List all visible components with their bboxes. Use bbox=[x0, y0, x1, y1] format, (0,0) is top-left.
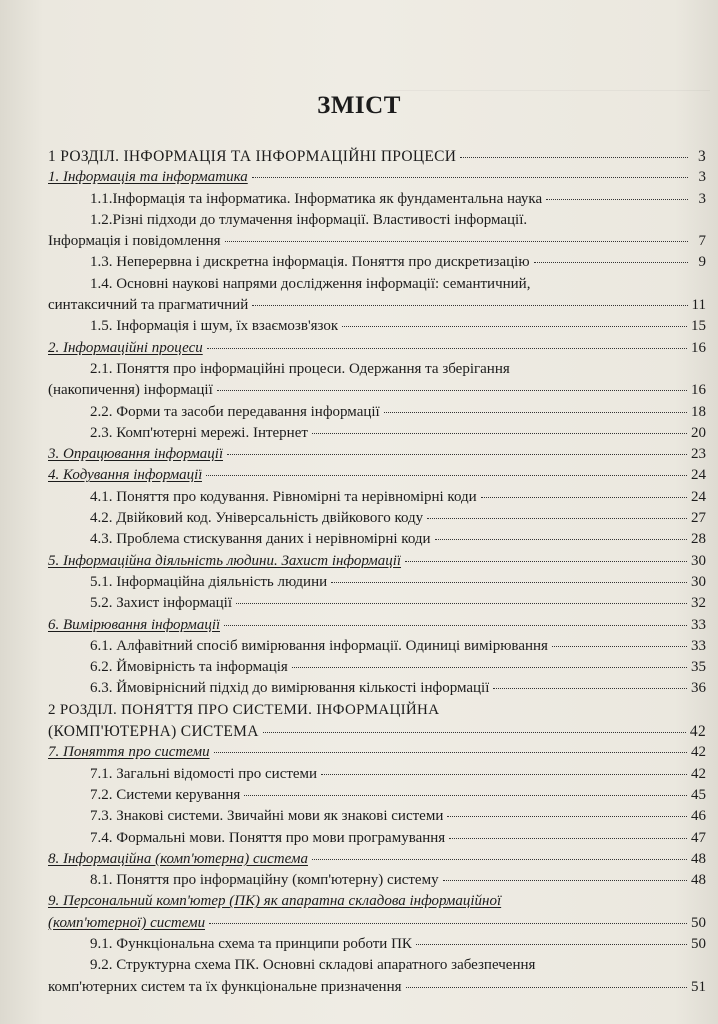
toc-entry bbox=[48, 189, 706, 210]
toc-entry-text: (КОМП'ЮТЕРНА) СИСТЕМА bbox=[48, 723, 259, 741]
toc-entry-text: 6.1. Алфавітний спосіб вимірювання інформації. Одиниці вимірювання bbox=[90, 637, 548, 654]
dot-leader bbox=[427, 518, 687, 519]
toc-entry bbox=[48, 529, 706, 550]
dot-leader bbox=[236, 603, 687, 604]
toc-entry-text: 8. Інформаційна (комп'ютерна) система bbox=[48, 850, 308, 867]
toc-entry bbox=[48, 231, 706, 252]
toc-entry-text: 9. Персональний комп'ютер (ПК) як апаратна складова інформаційної bbox=[48, 893, 502, 910]
dot-leader bbox=[435, 539, 687, 540]
toc-entry-text: 7.4. Формальні мови. Поняття про мови програмування bbox=[90, 829, 446, 846]
toc-entry-text: 4.2. Двійковий код. Універсальність двійкового коду bbox=[90, 510, 424, 527]
dot-leader bbox=[224, 625, 687, 626]
toc-entry-text: 2 РОЗДІЛ. ПОНЯТТЯ ПРО СИСТЕМИ. ІНФОРМАЦІЙНА bbox=[48, 701, 440, 718]
dot-leader bbox=[384, 412, 687, 413]
toc-entry-text: 1.3. Неперервна і дискретна інформація. Поняття про дискретизацію bbox=[90, 254, 530, 271]
toc-entry-text: 1.1.Інформація та інформатика. Інформатика як фундаментальна наука bbox=[90, 190, 543, 207]
toc-entry-text: 1.5. Інформація і шум, їх взаємозв'язок bbox=[90, 318, 339, 335]
toc-entry bbox=[48, 636, 706, 657]
dot-leader bbox=[331, 582, 687, 583]
toc-page-number: 50 bbox=[691, 914, 706, 931]
toc-entry bbox=[48, 934, 706, 955]
toc-page-number: 46 bbox=[691, 808, 706, 825]
toc-entry-text: 6. Вимірювання інформації bbox=[48, 616, 221, 633]
toc-page-number: 9 bbox=[698, 254, 706, 271]
dot-leader bbox=[217, 390, 687, 391]
dot-leader bbox=[209, 923, 687, 924]
toc-page-number: 33 bbox=[691, 616, 706, 633]
toc-entry bbox=[48, 593, 706, 614]
bleed-through-header bbox=[390, 68, 710, 91]
dot-leader bbox=[416, 944, 687, 945]
toc-entry bbox=[48, 785, 706, 806]
dot-leader bbox=[460, 157, 688, 158]
toc-entry-text: 5.2. Захист інформації bbox=[90, 595, 233, 612]
toc-entry bbox=[48, 913, 706, 934]
dot-leader bbox=[263, 732, 686, 733]
dot-leader bbox=[449, 838, 687, 839]
toc-page-number: 32 bbox=[691, 595, 706, 612]
table-of-contents bbox=[48, 146, 706, 998]
toc-page-number: 50 bbox=[691, 935, 706, 952]
toc-page-number: 33 bbox=[691, 637, 706, 654]
dot-leader bbox=[227, 454, 687, 455]
toc-page-number: 16 bbox=[691, 382, 706, 399]
dot-leader bbox=[493, 688, 687, 689]
toc-entry bbox=[48, 764, 706, 785]
dot-leader bbox=[546, 199, 688, 200]
toc-entry bbox=[48, 849, 706, 870]
toc-entry-text: 6.3. Ймовірнісний підхід до вимірювання кількості інформації bbox=[90, 680, 490, 697]
toc-entry bbox=[48, 742, 706, 763]
dot-leader bbox=[447, 816, 687, 817]
toc-page-number: 15 bbox=[691, 318, 706, 335]
dot-leader bbox=[207, 348, 687, 349]
toc-entry bbox=[48, 870, 706, 891]
dot-leader bbox=[252, 305, 687, 306]
toc-entry bbox=[48, 551, 706, 572]
toc-page-number: 42 bbox=[689, 723, 706, 741]
toc-entry bbox=[48, 167, 706, 188]
toc-page-number: 28 bbox=[691, 531, 706, 548]
toc-entry-text: 2.3. Комп'ютерні мережі. Інтернет bbox=[90, 424, 308, 441]
toc-page-number: 47 bbox=[691, 829, 706, 846]
toc-entry bbox=[48, 721, 706, 742]
toc-page-number: 7 bbox=[698, 233, 706, 250]
toc-page-number: 3 bbox=[698, 169, 706, 186]
toc-entry-text: (комп'ютерної) системи bbox=[48, 914, 206, 931]
toc-page-number: 3 bbox=[697, 148, 706, 165]
toc-entry-text: Інформація і повідомлення bbox=[48, 233, 221, 250]
toc-page-number: 48 bbox=[691, 850, 706, 867]
dot-leader bbox=[214, 752, 687, 753]
toc-entry-text: 4. Кодування інформації bbox=[48, 467, 203, 484]
toc-entry bbox=[48, 380, 706, 401]
toc-entry bbox=[48, 465, 706, 486]
toc-page-number: 42 bbox=[691, 765, 706, 782]
toc-page-number: 16 bbox=[691, 339, 706, 356]
toc-entry-text: 5.1. Інформаційна діяльність людини bbox=[90, 573, 328, 590]
toc-entry-text: 6.2. Ймовірність та інформація bbox=[90, 659, 288, 676]
toc-page-number: 11 bbox=[691, 297, 706, 314]
toc-entry bbox=[48, 572, 706, 593]
dot-leader bbox=[244, 795, 687, 796]
dot-leader bbox=[481, 497, 687, 498]
dot-leader bbox=[225, 241, 688, 242]
dot-leader bbox=[206, 475, 687, 476]
toc-page-number: 3 bbox=[698, 190, 706, 207]
toc-page-number: 24 bbox=[691, 467, 706, 484]
toc-page-number: 30 bbox=[691, 552, 706, 569]
toc-entry-text: 1 РОЗДІЛ. ІНФОРМАЦІЯ ТА ІНФОРМАЦІЙНІ ПРОЦЕСИ bbox=[48, 148, 457, 165]
dot-leader bbox=[312, 433, 687, 434]
toc-entry-text: (накопичення) інформації bbox=[48, 382, 213, 399]
toc-entry-text: 9.1. Функціональна схема та принципи роботи ПК bbox=[90, 935, 412, 952]
toc-entry-text: 8.1. Поняття про інформаційну (комп'ютерну) систему bbox=[90, 872, 439, 889]
toc-entry-text: 2. Інформаційні процеси bbox=[48, 339, 203, 356]
dot-leader bbox=[443, 880, 687, 881]
toc-entry-text: 4.3. Проблема стискування даних і нерівномірні коди bbox=[90, 531, 431, 548]
toc-entry-text: 5. Інформаційна діяльність людини. Захист інформації bbox=[48, 552, 402, 569]
dot-leader bbox=[252, 177, 688, 178]
dot-leader bbox=[552, 646, 687, 647]
toc-entry bbox=[48, 487, 706, 508]
toc-page-number: 23 bbox=[691, 446, 706, 463]
dot-leader bbox=[534, 262, 688, 263]
dot-leader bbox=[406, 987, 687, 988]
dot-leader bbox=[405, 561, 687, 562]
toc-entry-text: 1. Інформація та інформатика bbox=[48, 169, 248, 186]
toc-entry bbox=[48, 444, 706, 465]
toc-entry bbox=[48, 678, 706, 699]
toc-entry-text: 4.1. Поняття про кодування. Рівномірні та нерівномірні коди bbox=[90, 488, 477, 505]
toc-entry-text: 1.2.Різні підходи до тлумачення інформації. Властивості інформації. bbox=[90, 211, 528, 228]
toc-page-number: 35 bbox=[691, 659, 706, 676]
toc-entry-text: 7.3. Знакові системи. Звичайні мови як знакові системи bbox=[90, 808, 444, 825]
toc-entry bbox=[48, 252, 706, 273]
toc-entry bbox=[48, 423, 706, 444]
toc-entry-text: 7.1. Загальні відомості про системи bbox=[90, 765, 318, 782]
toc-entry bbox=[48, 806, 706, 827]
toc-entry bbox=[48, 508, 706, 529]
toc-page-number: 20 bbox=[691, 424, 706, 441]
toc-entry bbox=[48, 338, 706, 359]
toc-entry-text: 2.2. Форми та засоби передавання інформації bbox=[90, 403, 380, 420]
toc-entry-text: 2.1. Поняття про інформаційні процеси. Одержання та зберігання bbox=[90, 360, 510, 377]
toc-page-number: 27 bbox=[691, 510, 706, 527]
toc-page-number: 24 bbox=[691, 488, 706, 505]
toc-entry bbox=[48, 402, 706, 423]
toc-entry-text: 9.2. Структурна схема ПК. Основні складові апаратного забезпечення bbox=[90, 957, 536, 974]
dot-leader bbox=[292, 667, 687, 668]
toc-entry-text: синтаксичний та прагматичний bbox=[48, 297, 249, 314]
toc-entry-text: 7.2. Системи керування bbox=[90, 786, 241, 803]
toc-entry-text: 1.4. Основні наукові напрями дослідження інформації: семантичний, bbox=[90, 275, 531, 292]
toc-entry bbox=[48, 615, 706, 636]
toc-page-number: 51 bbox=[691, 978, 706, 995]
toc-page-number: 18 bbox=[691, 403, 706, 420]
toc-page-number: 45 bbox=[691, 786, 706, 803]
toc-page-number: 36 bbox=[691, 680, 706, 697]
toc-entry bbox=[48, 657, 706, 678]
page-title: ЗМІСТ bbox=[317, 92, 401, 119]
toc-entry bbox=[48, 977, 706, 998]
toc-entry bbox=[48, 146, 706, 167]
toc-entry bbox=[48, 828, 706, 849]
dot-leader bbox=[321, 774, 687, 775]
toc-page-number: 42 bbox=[691, 744, 706, 761]
toc-page-number: 30 bbox=[691, 573, 706, 590]
toc-entry bbox=[48, 295, 706, 316]
toc-entry-text: 3. Опрацювання інформації bbox=[48, 446, 224, 463]
toc-page-number: 48 bbox=[691, 872, 706, 889]
toc-entry-text: 7. Поняття про системи bbox=[48, 744, 210, 761]
dot-leader bbox=[342, 326, 687, 327]
toc-entry-text: комп'ютерних систем та їх функціональне призначення bbox=[48, 978, 402, 995]
toc-entry bbox=[48, 316, 706, 337]
dot-leader bbox=[312, 859, 687, 860]
